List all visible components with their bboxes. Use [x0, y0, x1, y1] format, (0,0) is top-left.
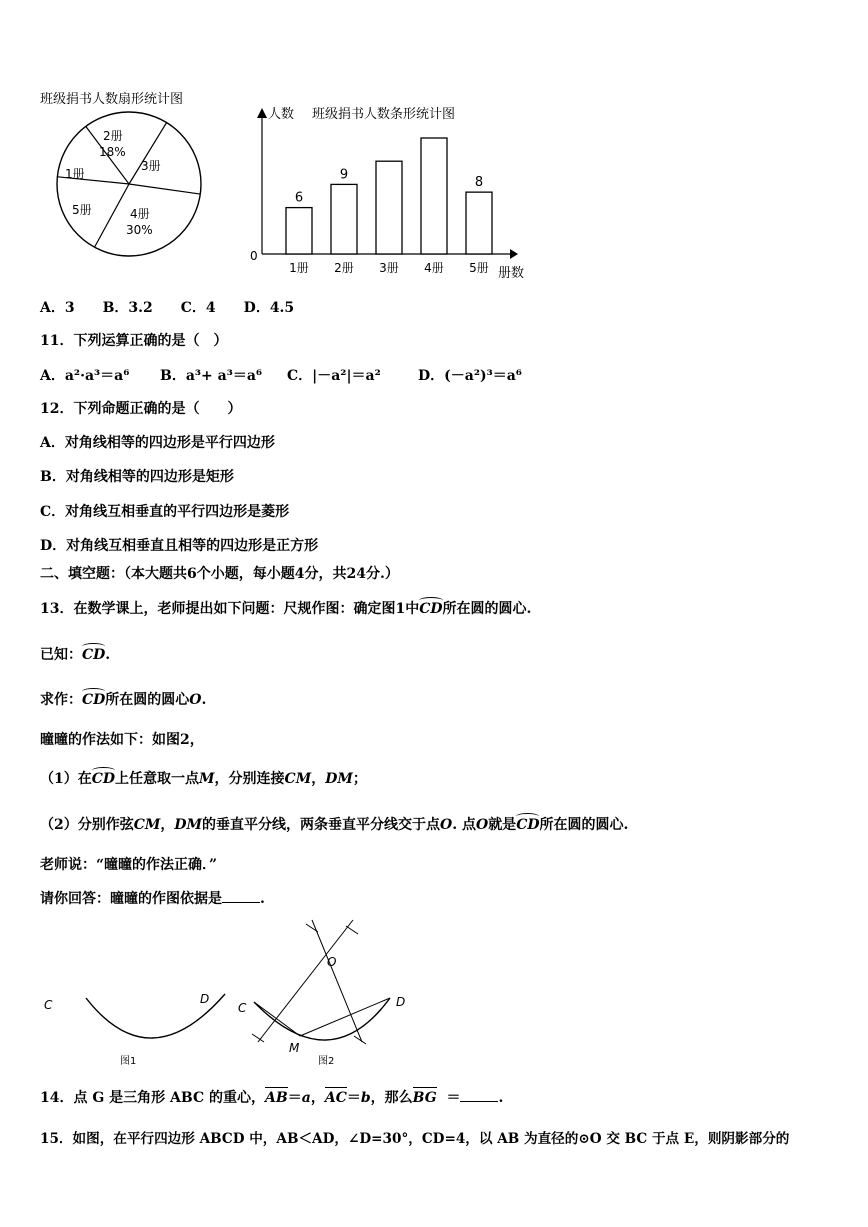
- q13-teacher: 老师说：“曈曈的作法正确．”: [40, 857, 218, 873]
- fig2-arc: [254, 998, 390, 1040]
- fig1-label-d: D: [200, 992, 210, 1006]
- q11-stem: 11．下列运算正确的是（ ）: [40, 333, 228, 349]
- fig2-label-m: M: [289, 1041, 300, 1055]
- perp-bisector-cm: [258, 920, 353, 1042]
- bar-data-label: 9: [339, 167, 349, 183]
- bar-chart: [240, 98, 540, 286]
- chord-dm: [300, 998, 390, 1036]
- bar-chart-xlabel: 册数: [498, 266, 525, 281]
- x-tick-label: 2册: [334, 261, 354, 275]
- origin-label: 0: [250, 249, 258, 263]
- q10-options: A．3 B．3.2 C．4 D．4.5: [40, 300, 295, 316]
- x-tick-label: 3册: [379, 261, 399, 275]
- q13-line1: 13．在数学课上，老师提出如下问题：尺规作图：确定图1中CD所在圆的圆心.: [40, 597, 531, 618]
- pie-chart: [50, 110, 210, 260]
- fig1-label-c: C: [44, 998, 53, 1012]
- bar-chart-ylabel: 人数: [268, 107, 295, 122]
- q14: 14．点 G 是三角形 ABC 的重心，AB＝a，AC＝b，那么BG ＝ .: [40, 1086, 503, 1107]
- fig2-caption: 图2: [318, 1056, 335, 1067]
- bar: [421, 138, 447, 254]
- pie-slice-label: 2册: [103, 129, 123, 143]
- q12-option-c: C．对角线互相垂直的平行四边形是菱形: [40, 504, 290, 520]
- pie-slice-label: 1册: [65, 167, 85, 181]
- answer-blank: [460, 1101, 498, 1102]
- x-tick-label: 5册: [469, 261, 489, 275]
- x-tick-label: 1册: [289, 261, 309, 275]
- q11-option-c: C．|－a²|＝a²: [287, 368, 381, 384]
- pie-chart-title: 班级捐书人数扇形统计图: [40, 92, 184, 107]
- bar: [286, 208, 312, 254]
- fig1-caption: 图1: [120, 1056, 137, 1067]
- q12-option-d: D．对角线互相垂直且相等的四边形是正方形: [40, 538, 319, 554]
- q13-step1: （1）在CD上任意取一点M，分别连接CM，DM；: [40, 767, 367, 788]
- arc-cd: CD: [419, 597, 442, 617]
- x-axis-arrow: [510, 249, 518, 259]
- pie-slice-label: 5册: [72, 203, 92, 217]
- q13-find: 求作：CD所在圆的圆心O.: [40, 688, 206, 709]
- q13-step2: （2）分别作弦CM，DM的垂直平分线，两条垂直平分线交于点O. 点O就是CD所在圆的圆心.: [40, 813, 628, 834]
- bar-data-label: 8: [474, 175, 484, 191]
- fig2-label-d: D: [396, 995, 406, 1009]
- construction-figures: [30, 912, 430, 1070]
- q12-option-a: A．对角线相等的四边形是平行四边形: [40, 435, 275, 451]
- bar-chart-title: 班级捐书人数条形统计图: [312, 107, 456, 122]
- fig2-label-c: C: [238, 1001, 247, 1015]
- pie-slice-percent: 30%: [126, 223, 153, 237]
- perp-bisector-dm: [312, 920, 362, 1042]
- q12-stem: 12．下列命题正确的是（ ）: [40, 401, 242, 417]
- x-tick-label: 4册: [424, 261, 444, 275]
- q11-option-d: D．(－a²)³＝a⁶: [418, 368, 522, 384]
- bar: [331, 184, 357, 254]
- q11-option-b: B．a³+ a³＝a⁶: [160, 368, 263, 384]
- answer-blank: [222, 902, 260, 903]
- bar-data-label: 6: [294, 190, 304, 206]
- q11-option-a: A．a²·a³＝a⁶: [40, 368, 130, 384]
- chord-cm: [254, 1002, 300, 1036]
- q13-known: 已知：CD.: [40, 643, 110, 664]
- section-2-heading: 二、填空题：（本大题共6个小题，每小题4分，共24分.）: [40, 566, 399, 582]
- q12-option-b: B．对角线相等的四边形是矩形: [40, 469, 234, 485]
- q15: 15．如图，在平行四边形 ABCD 中，AB＜AD，∠D=30°，CD=4，以 AB 为直径的⊙O 交 BC 于点 E，则阴影部分的: [40, 1131, 790, 1147]
- bar: [376, 161, 402, 254]
- pie-slice-label: 3册: [141, 159, 161, 173]
- y-axis-arrow: [257, 108, 267, 118]
- bar: [466, 192, 492, 254]
- pie-slice-label: 4册: [130, 207, 150, 221]
- q13-method: 曈曈的作法如下：如图2，: [40, 732, 204, 748]
- q13-answer: 请你回答：曈曈的作图依据是 .: [40, 891, 265, 907]
- pie-slice-percent: 18%: [99, 145, 126, 159]
- fig2-label-o: O: [327, 955, 337, 969]
